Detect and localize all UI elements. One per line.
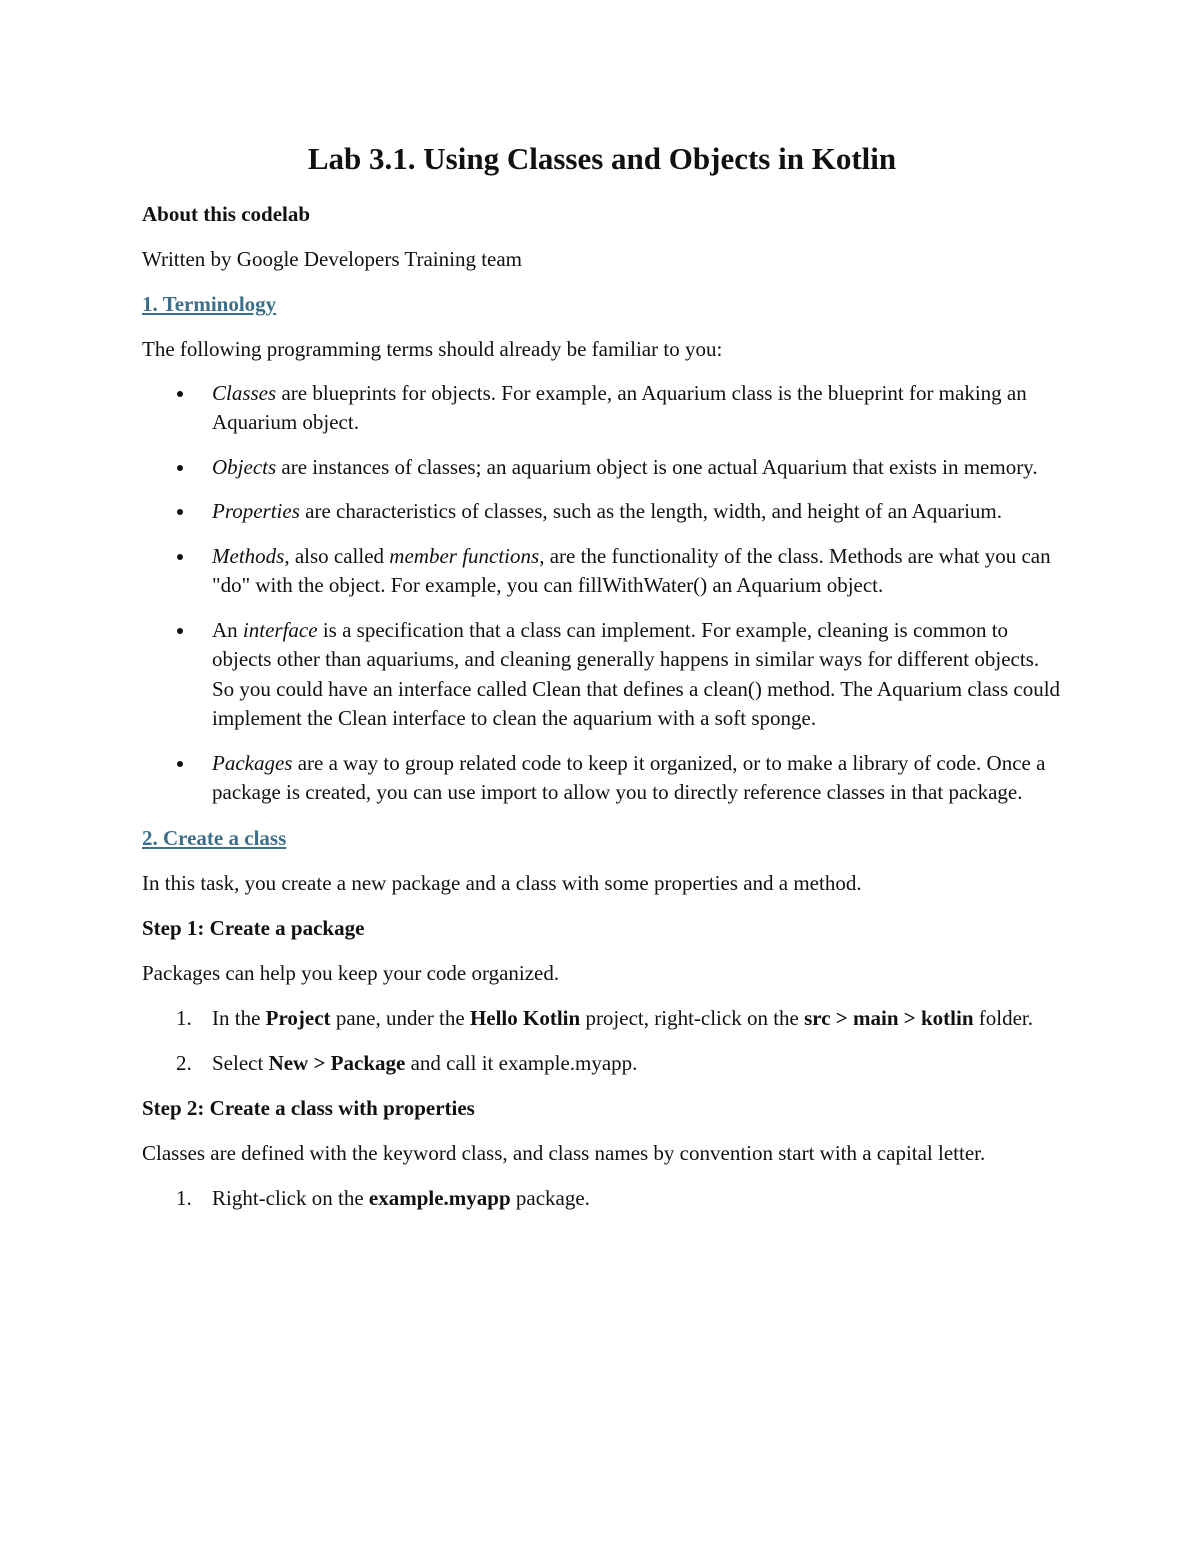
term: Methods [212,543,285,568]
term-description: , also called [284,543,390,568]
step-text: Right-click on the [212,1185,369,1210]
step1-heading: Step 1: Create a package [142,915,365,940]
list-item [142,1003,1062,1033]
step-text: Select [212,1050,269,1075]
term-description: are a way to group related code to keep it organized, or to make a library of code. Once a package is created, you can use import to allow you to directly reference classes in that package. [212,750,1046,805]
step1-intro: Packages can help you keep your code organized. [142,960,560,985]
bullet-icon [177,628,183,634]
ui-label: New > Package [268,1050,406,1075]
list-item [142,453,1062,483]
list-item [142,1183,1062,1213]
step-text: In the [212,1005,266,1030]
list-item [142,616,1062,734]
author-line: Written by Google Developers Training team [142,246,522,271]
list-item [142,749,1062,808]
step-text: pane, under the [330,1005,470,1030]
step-text: project, right-click on the [580,1005,805,1030]
step-text: package. [510,1185,590,1210]
terminology-intro: The following programming terms should already be familiar to you: [142,336,723,361]
about-heading: About this codelab [142,201,311,226]
document-content [142,140,1062,1228]
list-item [142,497,1062,527]
section-heading-terminology[interactable]: 1. Terminology [142,291,277,316]
term: Packages [212,750,293,775]
term-description: are blueprints for objects. For example, an Aquarium class is the blueprint for making an Aquarium object. [212,380,1027,435]
list-number: 1. [176,1185,192,1210]
term: interface [242,617,318,642]
term-description: are instances of classes; an aquarium object is one actual Aquarium that exists in memory. [276,454,1038,479]
term: Classes [212,380,277,405]
section-heading-create-class[interactable]: 2. Create a class [142,825,287,850]
term: Properties [212,499,300,524]
bullet-icon [177,554,183,560]
step1-list [142,1003,1062,1078]
term-description: are characteristics of classes, such as the length, width, and height of an Aquarium. [299,499,1003,524]
page-title: Lab 3.1. Using Classes and Objects in Kotlin [307,141,897,176]
step2-intro: Classes are defined with the keyword class, and class names by convention start with a capital letter. [142,1140,986,1165]
term: member functions [389,543,540,568]
terminology-list [142,379,1062,808]
bullet-icon [177,465,183,471]
bullet-icon [177,391,183,397]
bullet-icon [177,761,183,767]
ui-label: Hello Kotlin [469,1005,581,1030]
list-number: 1. [176,1005,192,1030]
list-number: 2. [176,1050,192,1075]
ui-label: Project [265,1005,331,1030]
list-item [142,379,1062,438]
ui-label: src > main > kotlin [804,1005,974,1030]
term-description: , are the functionality of the class. Methods are what you can "do" with the object. For example, you can fillWithWater() an Aquarium object. [212,543,1051,598]
list-item [142,1048,1062,1078]
term-prefix: An [212,617,243,642]
step2-list [142,1183,1062,1213]
step2-heading: Step 2: Create a class with properties [142,1095,475,1120]
bullet-icon [177,509,183,515]
term: Objects [212,454,277,479]
list-item [142,542,1062,601]
term-description: is a specification that a class can implement. For example, cleaning is common to objects other than aquariums, and cleaning generally happens in similar ways for different objects. So you could have an interface called Clean that defines a clean() method. The Aquarium class could implement the Clean interface to clean the aquarium with a soft sponge. [212,617,1061,731]
ui-label: example.myapp [368,1185,511,1210]
step-text: and call it example.myapp. [405,1050,638,1075]
create-class-intro: In this task, you create a new package and a class with some properties and a method. [142,870,862,895]
step-text: folder. [973,1005,1034,1030]
